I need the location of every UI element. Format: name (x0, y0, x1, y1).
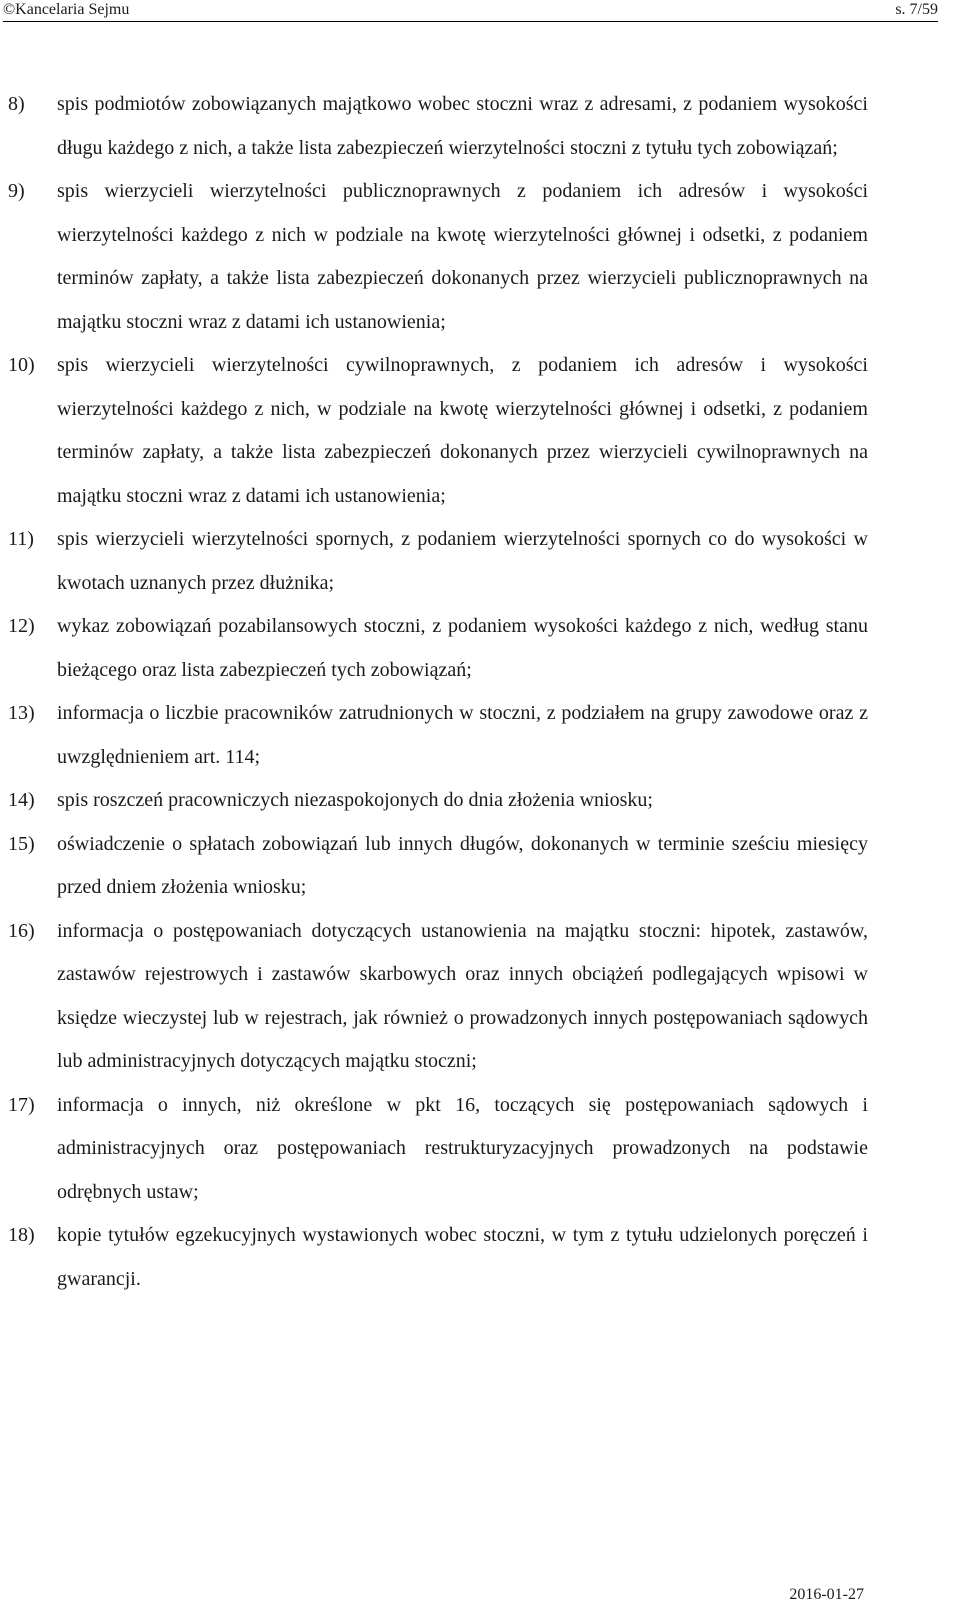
item-text: informacja o liczbie pracowników zatrudnionych w stoczni, z podziałem na grupy zawodowe oraz z uwzględnieniem art. 114; (57, 702, 868, 768)
item-text: informacja o postępowaniach dotyczących ustanowienia na majątku stoczni: hipotek, zastawów, zastawów rejestrowych i zastawów skarbowych oraz innych obciążeń podlegających wpisowi w księdze wieczystej lub w rejestrach, jak również o prowadzonych innych postępowaniach sądowych lub administracyjnych dotyczących majątku stoczni; (57, 919, 868, 1072)
item-number: 14) (8, 789, 35, 811)
list-item (8, 823, 868, 910)
page-header (3, 0, 938, 20)
item-number: 13) (8, 702, 35, 724)
item-number: 16) (8, 919, 35, 942)
item-text: spis podmiotów zobowiązanych majątkowo wobec stoczni wraz z adresami, z podaniem wysokości długu każdego z nich, a także lista zabezpieczeń wierzytelności stoczni z tytułu tych zobowiązań; (57, 93, 868, 159)
list-item (8, 170, 868, 344)
list-item (8, 605, 868, 692)
item-text: spis wierzycieli wierzytelności cywilnoprawnych, z podaniem ich adresów i wysokości wierzytelności każdego z nich, w podziale na kwotę wierzytelności głównej i odsetki, z podaniem terminów zapłaty, a także lista zabezpieczeń dokonanych przez wierzycieli cywilnoprawnych na majątku stoczni wraz z datami ich ustanowienia; (57, 354, 868, 507)
item-number: 17) (8, 1093, 35, 1116)
list-item (8, 779, 868, 823)
list-item (8, 1214, 868, 1301)
list-item (8, 83, 868, 170)
item-number: 15) (8, 832, 35, 855)
list-item (8, 910, 868, 1084)
list-item (8, 1084, 868, 1215)
footer-date: 2016-01-27 (789, 1586, 864, 1603)
item-text: spis wierzycieli wierzytelności spornych, z podaniem wierzytelności spornych co do wysokości w kwotach uznanych przez dłużnika; (57, 528, 868, 594)
page-number: s. 7/59 (895, 1, 938, 18)
header-divider (3, 21, 938, 22)
item-number: 18) (8, 1224, 35, 1246)
item-text: informacja o innych, niż określone w pkt 16, toczących się postępowaniach sądowych i administracyjnych oraz postępowaniach restrukturyzacyjnych prowadzonych na podstawie odrębnych ustaw; (57, 1093, 868, 1203)
item-text: spis roszczeń pracowniczych niezaspokojonych do dnia złożenia wniosku; (57, 789, 653, 811)
item-number: 12) (8, 615, 35, 637)
item-number: 9) (8, 180, 25, 202)
list-item (8, 518, 868, 605)
document-list (8, 83, 868, 1301)
item-text: spis wierzycieli wierzytelności publicznoprawnych z podaniem ich adresów i wysokości wierzytelności każdego z nich w podziale na kwotę wierzytelności głównej i odsetki, z podaniem terminów zapłaty, a także lista zabezpieczeń dokonanych przez wierzycieli publicznoprawnych na majątku stoczni wraz z datami ich ustanowienia; (57, 180, 868, 333)
list-item (8, 692, 868, 779)
list-item (8, 344, 868, 518)
item-number: 11) (8, 528, 34, 550)
item-text: wykaz zobowiązań pozabilansowych stoczni, z podaniem wysokości każdego z nich, według stanu bieżącego oraz lista zabezpieczeń tych zobowiązań; (57, 615, 868, 681)
copyright-label: ©Kancelaria Sejmu (3, 1, 130, 18)
item-text: oświadczenie o spłatach zobowiązań lub innych długów, dokonanych w terminie sześciu miesięcy przed dniem złożenia wniosku; (57, 832, 868, 898)
item-text: kopie tytułów egzekucyjnych wystawionych wobec stoczni, w tym z tytułu udzielonych poręczeń i gwarancji. (57, 1224, 868, 1290)
item-number: 10) (8, 354, 35, 376)
item-number: 8) (8, 93, 25, 115)
